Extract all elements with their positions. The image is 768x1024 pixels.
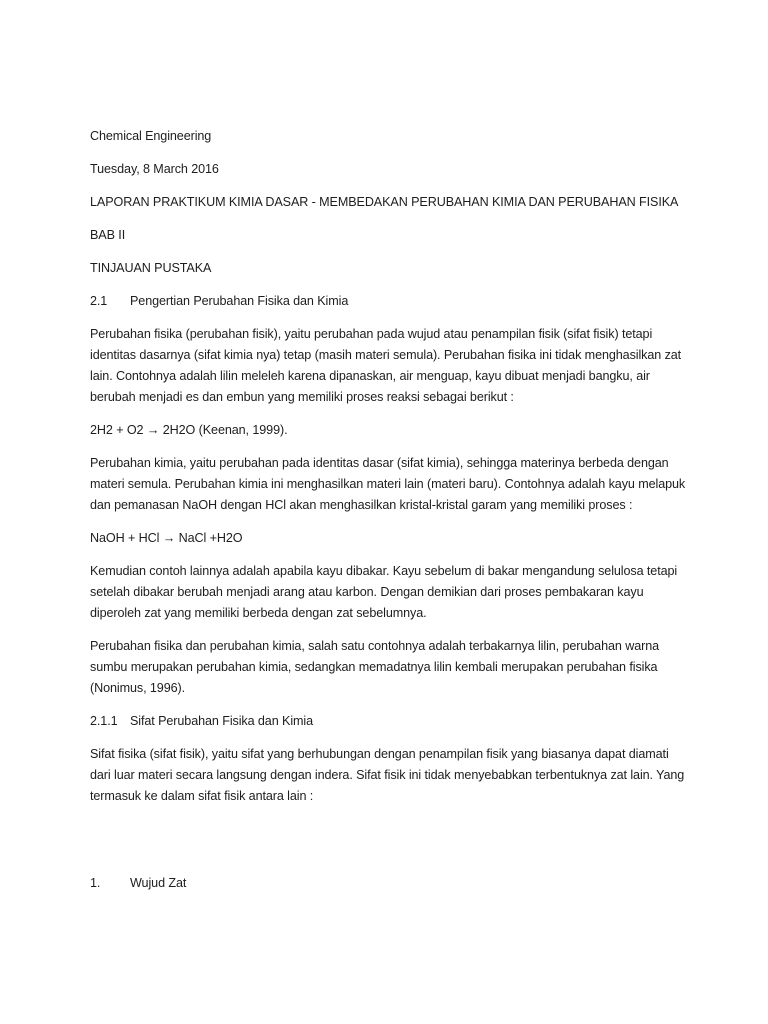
- list-item-label: Wujud Zat: [130, 876, 187, 890]
- section-number: 2.1: [90, 294, 108, 308]
- paragraph-chemical-change: Perubahan kimia, yaitu perubahan pada identitas dasar (sifat kimia), sehingga materinya berbeda dengan materi semula. Perubahan kimia ini menghasilkan materi lain (materi baru). Contohnya adalah kayu melapuk dan pemanasan NaOH dengan HCl akan menghasilkan kristal-kristal garam yang memiliki proses :: [90, 456, 686, 512]
- section-title: Sifat Perubahan Fisika dan Kimia: [130, 714, 314, 728]
- document-body: [90, 126, 690, 906]
- paragraph-wood-burning: Kemudian contoh lainnya adalah apabila kayu dibakar. Kayu sebelum di bakar mengandung selulosa tetapi setelah dibakar berubah menjadi arang atau karbon. Dengan demikian dari proses pembakaran kayu diperoleh zat yang memiliki berbeda dengan zat sebelumnya.: [90, 564, 678, 620]
- equation-water: 2H2 + O2 → 2H2O (Keenan, 1999).: [90, 423, 288, 437]
- section-heading-2-1: [90, 291, 690, 312]
- paragraph-physical-change: Perubahan fisika (perubahan fisik), yaitu perubahan pada wujud atau penampilan fisik (sifat fisik) tetapi identitas dasarnya (sifat kimia nya) tetap (masih materi semula). Perubahan fisika ini tidak menghasilkan zat lain. Contohnya adalah lilin meleleh karena dipanaskan, air menguap, kayu dibuat menjadi bangku, air berubah menjadi es dan embun yang memiliki proses reaksi sebagai berikut :: [90, 327, 682, 404]
- section-number: 2.1.1: [90, 714, 118, 728]
- report-title: LAPORAN PRAKTIKUM KIMIA DASAR - MEMBEDAKAN PERUBAHAN KIMIA DAN PERUBAHAN FISIKA: [90, 195, 679, 209]
- equation-naoh-hcl: NaOH + HCl → NaCl +H2O: [90, 531, 243, 545]
- list-item-number: 1.: [90, 876, 101, 890]
- chapter-number: BAB II: [90, 228, 126, 242]
- paragraph-physical-properties: Sifat fisika (sifat fisik), yaitu sifat yang berhubungan dengan penampilan fisik yang biasanya dapat diamati dari luar materi secara langsung dengan indera. Sifat fisik ini tidak menyebabkan terbentuknya zat lain. Yang termasuk ke dalam sifat fisik antara lain :: [90, 747, 685, 803]
- section-title: Pengertian Perubahan Fisika dan Kimia: [130, 294, 349, 308]
- subject-line: Chemical Engineering: [90, 129, 212, 143]
- date-line: Tuesday, 8 March 2016: [90, 162, 219, 176]
- paragraph-candle: Perubahan fisika dan perubahan kimia, salah satu contohnya adalah terbakarnya lilin, perubahan warna sumbu merupakan perubahan kimia, sedangkan memadatnya lilin kembali merupakan perubahan fisika (Nonimus, 1996).: [90, 639, 659, 695]
- section-heading-2-1-1: [90, 711, 690, 732]
- blank-space: [90, 819, 690, 873]
- chapter-title: TINJAUAN PUSTAKA: [90, 261, 212, 275]
- list-item: [90, 873, 690, 894]
